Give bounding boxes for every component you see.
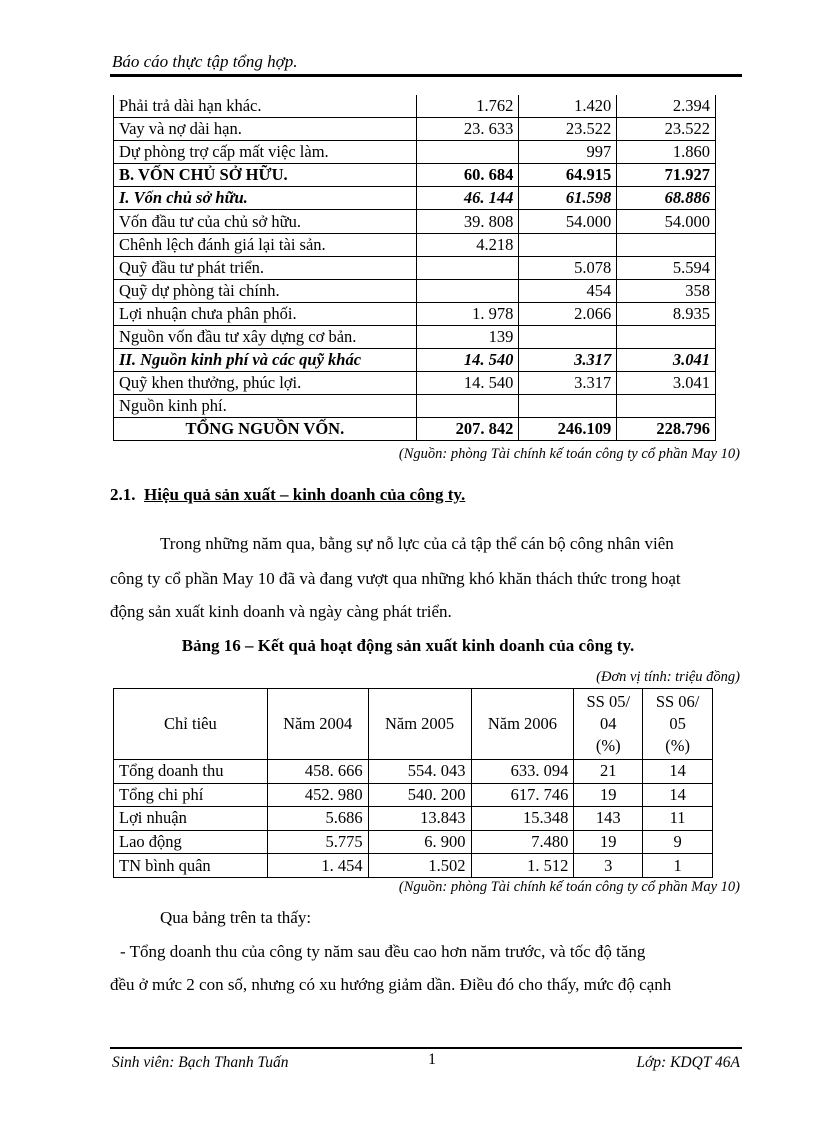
cell-2004: 452. 980: [267, 783, 368, 807]
cell-2005: 3.317: [519, 372, 617, 395]
header-ss-06-05-line1: SS 06/: [655, 692, 700, 711]
cell-2004: 60. 684: [416, 164, 519, 187]
table2-caption: Bảng 16 – Kết quả hoạt động sản xuất kinh doanh của công ty.: [181, 636, 635, 655]
cell-ss-05-04: 143: [574, 807, 643, 831]
cell-2006: 68.886: [617, 187, 716, 210]
row-label: Quỹ đầu tư phát triển.: [114, 256, 417, 279]
table-row: [114, 187, 716, 210]
footer-rule: [110, 1047, 742, 1049]
intro-line-1: Trong những năm qua, bằng sự nỗ lực của cả tập thể cán bộ công nhân viên: [160, 534, 674, 553]
header-ss-06-05-line3: (%): [665, 736, 690, 755]
analysis-bullet-line-2: đều ở mức 2 con số, nhưng có xu hướng giảm dần. Điều đó cho thấy, mức độ cạnh: [110, 975, 672, 994]
table-row: [114, 95, 716, 118]
row-label: TỔNG NGUỒN VỐN.: [114, 418, 417, 441]
table1-source-note: (Nguồn: phòng Tài chính kế toán công ty cổ phần May 10): [398, 446, 740, 462]
cell-2005: 54.000: [519, 210, 617, 233]
cell-2004: 39. 808: [416, 210, 519, 233]
cell-ss-06-05: 1: [643, 854, 713, 878]
cell-ss-06-05: 14: [643, 783, 713, 807]
cell-2004: 139: [416, 325, 519, 348]
cell-2006: [617, 325, 716, 348]
cell-ss-05-04: 19: [574, 830, 643, 854]
row-label: Nguồn kinh phí.: [114, 395, 417, 418]
cell-2006: 5.594: [617, 256, 716, 279]
analysis-bullet-line-1: - Tổng doanh thu của công ty năm sau đều cao hơn năm trước, và tốc độ tăng: [120, 942, 646, 961]
cell-2005: 454: [519, 279, 617, 302]
header-ss-06-05: [643, 689, 713, 760]
cell-2004: [416, 279, 519, 302]
cell-2005: 554. 043: [368, 760, 471, 784]
row-label: Quỹ khen thưởng, phúc lợi.: [114, 372, 417, 395]
table-row: [114, 118, 716, 141]
table-row: [114, 325, 716, 348]
cell-2005: 540. 200: [368, 783, 471, 807]
cell-2005: 1.502: [368, 854, 471, 878]
cell-2005: 5.078: [519, 256, 617, 279]
cell-2005: 1.420: [519, 95, 617, 118]
cell-2005: 2.066: [519, 302, 617, 325]
header-ss-05-04: [574, 689, 643, 760]
cell-2006: 617. 746: [471, 783, 574, 807]
cell-2004: 4.218: [416, 233, 519, 256]
cell-2006: 358: [617, 279, 716, 302]
table-header-row: [114, 689, 713, 760]
cell-2006: 71.927: [617, 164, 716, 187]
row-label: Vốn đầu tư của chủ sở hữu.: [114, 210, 417, 233]
balance-sheet-table: [113, 95, 716, 441]
row-label: TN bình quân: [114, 854, 268, 878]
cell-2005: 61.598: [519, 187, 617, 210]
footer-class: Lớp: KDQT 46A: [636, 1054, 740, 1071]
cell-2006: 1.860: [617, 141, 716, 164]
cell-2005: 13.843: [368, 807, 471, 831]
row-label: Phải trả dài hạn khác.: [114, 95, 417, 118]
table-row: [114, 854, 713, 878]
row-label: B. VỐN CHỦ SỞ HỮU.: [114, 164, 417, 187]
cell-2005: 3.317: [519, 349, 617, 372]
table2-unit-note: (Đơn vị tính: triệu đồng): [596, 669, 740, 685]
cell-2005: 23.522: [519, 118, 617, 141]
cell-ss-05-04: 21: [574, 760, 643, 784]
cell-2006: [617, 233, 716, 256]
cell-2005: 64.915: [519, 164, 617, 187]
table-row: [114, 783, 713, 807]
cell-2004: 46. 144: [416, 187, 519, 210]
cell-2004: 1.762: [416, 95, 519, 118]
cell-2004: 23. 633: [416, 118, 519, 141]
cell-2006: 3.041: [617, 372, 716, 395]
section-title: Hiệu quả sản xuất – kinh doanh của công ty.: [144, 485, 466, 504]
row-label: Lao động: [114, 830, 268, 854]
cell-2004: 458. 666: [267, 760, 368, 784]
row-label: Tổng chi phí: [114, 783, 268, 807]
cell-2005: [519, 395, 617, 418]
cell-2006: 633. 094: [471, 760, 574, 784]
cell-ss-06-05: 9: [643, 830, 713, 854]
cell-2005: 6. 900: [368, 830, 471, 854]
table-row: [114, 256, 716, 279]
cell-2006: 3.041: [617, 349, 716, 372]
table-row: [114, 279, 716, 302]
cell-2005: [519, 325, 617, 348]
cell-2004: 5.686: [267, 807, 368, 831]
table-row: [114, 349, 716, 372]
table-row: [114, 233, 716, 256]
header-ss-06-05-line2: 05: [669, 714, 686, 733]
row-label: Dự phòng trợ cấp mất việc làm.: [114, 141, 417, 164]
cell-2005: 997: [519, 141, 617, 164]
intro-line-3: động sản xuất kinh doanh và ngày càng phát triển.: [110, 602, 452, 621]
header-ss-05-04-line1: SS 05/: [586, 692, 631, 711]
cell-2004: [416, 141, 519, 164]
row-label: Lợi nhuận: [114, 807, 268, 831]
cell-2006: 7.480: [471, 830, 574, 854]
table-row: [114, 141, 716, 164]
table-row: [114, 210, 716, 233]
header-ss-05-04-line3: (%): [595, 736, 621, 755]
cell-ss-06-05: 11: [643, 807, 713, 831]
cell-2004: 1. 454: [267, 854, 368, 878]
cell-2004: 5.775: [267, 830, 368, 854]
header-2006: Năm 2006: [471, 689, 574, 760]
cell-2006: 228.796: [617, 418, 716, 441]
header-indicator: Chỉ tiêu: [114, 689, 268, 760]
page-number: 1: [428, 1051, 436, 1068]
row-label: Tổng doanh thu: [114, 760, 268, 784]
row-label: Nguồn vốn đầu tư xây dựng cơ bản.: [114, 325, 417, 348]
header-2004: Năm 2004: [267, 689, 368, 760]
table-row: [114, 372, 716, 395]
cell-2006: [617, 395, 716, 418]
header-2005: Năm 2005: [368, 689, 471, 760]
total-row: [114, 418, 716, 441]
cell-2006: 15.348: [471, 807, 574, 831]
table-row: [114, 395, 716, 418]
section-number: 2.1.: [110, 485, 136, 504]
page-header-title: Báo cáo thực tập tổng hợp.: [112, 52, 298, 71]
table2-source-note: (Nguồn: phòng Tài chính kế toán công ty cổ phần May 10): [398, 879, 740, 895]
row-label: II. Nguồn kinh phí và các quỹ khác: [114, 349, 417, 372]
table-row: [114, 164, 716, 187]
cell-2006: 8.935: [617, 302, 716, 325]
cell-2004: 14. 540: [416, 349, 519, 372]
cell-ss-05-04: 3: [574, 854, 643, 878]
cell-2006: 23.522: [617, 118, 716, 141]
cell-2006: 54.000: [617, 210, 716, 233]
footer-student: Sinh viên: Bạch Thanh Tuấn: [112, 1054, 289, 1071]
cell-2005: 246.109: [519, 418, 617, 441]
cell-ss-05-04: 19: [574, 783, 643, 807]
row-label: Chênh lệch đánh giá lại tài sản.: [114, 233, 417, 256]
table-row: [114, 830, 713, 854]
row-label: Lợi nhuận chưa phân phối.: [114, 302, 417, 325]
cell-2006: 1. 512: [471, 854, 574, 878]
row-label: Quỹ dự phòng tài chính.: [114, 279, 417, 302]
analysis-intro: Qua bảng trên ta thấy:: [160, 908, 312, 927]
table-row: [114, 760, 713, 784]
cell-2004: 14. 540: [416, 372, 519, 395]
row-label: Vay và nợ dài hạn.: [114, 118, 417, 141]
cell-2004: 207. 842: [416, 418, 519, 441]
cell-2005: [519, 233, 617, 256]
business-results-table: [113, 688, 713, 878]
intro-line-2: công ty cổ phần May 10 đã và đang vượt qua những khó khăn thách thức trong hoạt: [110, 569, 681, 588]
section-heading: [110, 485, 465, 505]
cell-2004: 1. 978: [416, 302, 519, 325]
header-rule: [110, 74, 742, 77]
header-ss-05-04-line2: 04: [600, 714, 617, 733]
cell-2004: [416, 395, 519, 418]
row-label: I. Vốn chủ sở hữu.: [114, 187, 417, 210]
table-row: [114, 807, 713, 831]
cell-ss-06-05: 14: [643, 760, 713, 784]
cell-2006: 2.394: [617, 95, 716, 118]
cell-2004: [416, 256, 519, 279]
table-row: [114, 302, 716, 325]
